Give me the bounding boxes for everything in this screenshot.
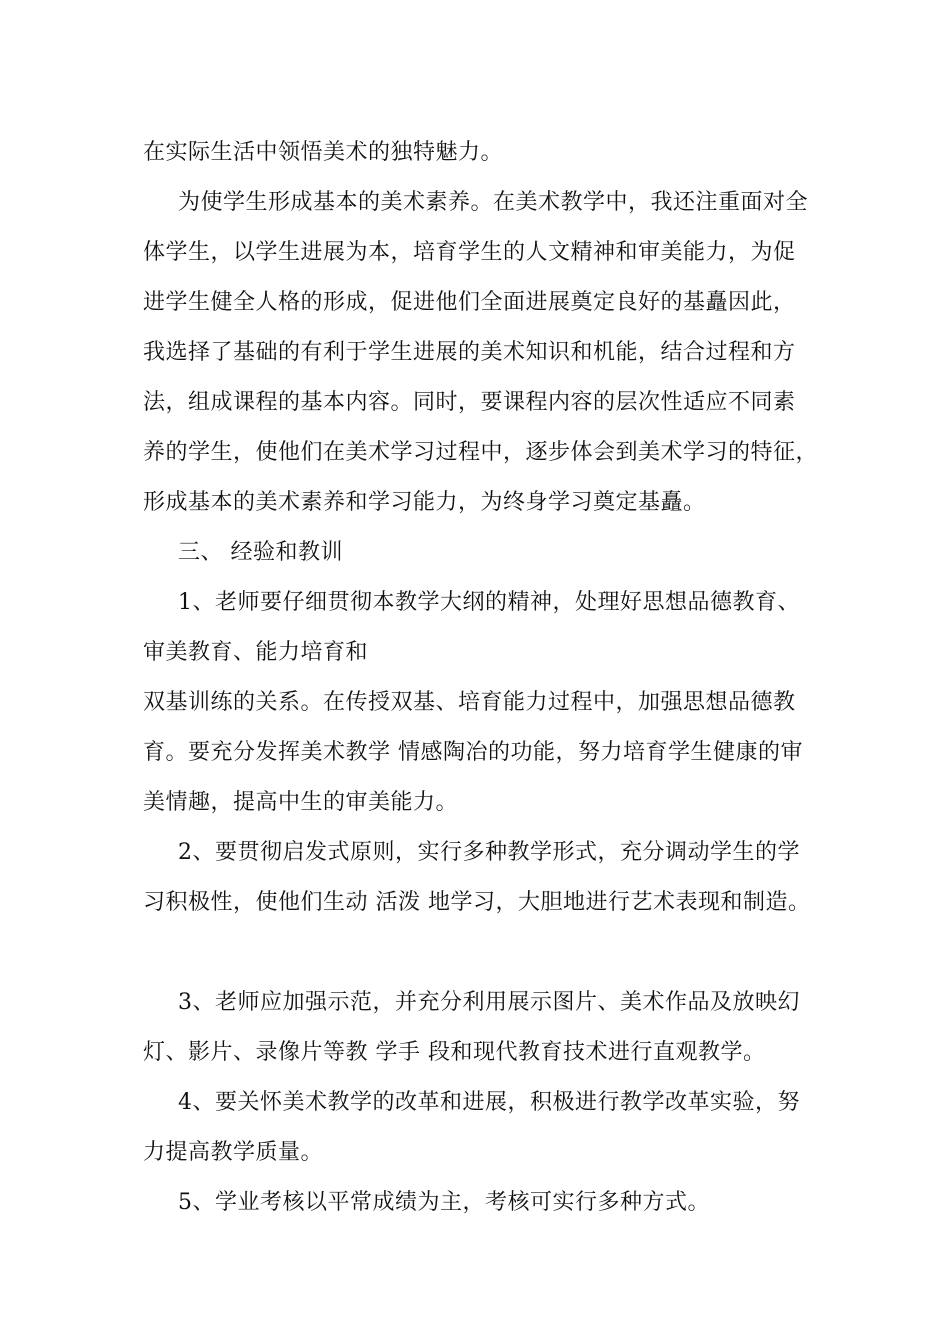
text-line: 美情趣，提高中生的审美能力。 [143,790,459,815]
text-line: 我选择了基础的有利于学生进展的美术知识和机能，结合过程和方 [143,340,796,365]
text-line: 审美教育、能力培育和 [143,640,369,665]
list-item-3: 3、老师应加强示范，并充分利用展示图片、美术作品及放映幻 [178,990,800,1015]
list-item-2: 2、要贯彻启发式原则，实行多种教学形式，充分调动学生的学 [178,840,800,865]
list-item-1: 1、老师要仔细贯彻本教学大纲的精神，处理好思想品德教育、 [178,590,800,615]
text-line: 体学生，以学生进展为本，培育学生的人文精神和审美能力，为促 [143,240,796,265]
section-heading: 三、 经验和教训 [178,540,343,565]
text-line: 灯、影片、录像片等教 学手 段和现代教育技术进行直观教学。 [143,1040,766,1065]
text-line: 形成基本的美术素养和学习能力，为终身学习奠定基矗。 [143,490,706,515]
list-item-5: 5、学业考核以平常成绩为主，考核可实行多种方式。 [178,1190,710,1215]
text-line: 在实际生活中领悟美术的独特魅力。 [143,140,504,165]
text-line: 法，组成课程的基本内容。同时，要课程内容的层次性适应不同素 [143,390,796,415]
text-line: 育。要充分发挥美术教学 情感陶冶的功能，努力培育学生健康的审 [143,740,803,765]
text-line: 力提高教学质量。 [143,1140,324,1165]
text-line: 养的学生，使他们在美术学习过程中，逐步体会到美术学习的特征， [143,440,819,465]
paragraph-first-line: 为使学生形成基本的美术素养。在美术教学中，我还注重面对全 [178,190,809,215]
list-item-4: 4、要关怀美术教学的改革和进展，积极进行教学改革实验，努 [178,1090,800,1115]
text-line: 习积极性，使他们生动 活泼 地学习，大胆地进行艺术表现和制造。 [143,890,811,915]
text-line: 进学生健全人格的形成，促进他们全面进展奠定良好的基矗因此， [143,290,796,315]
text-line: 双基训练的关系。在传授双基、培育能力过程中，加强思想品德教 [143,690,796,715]
